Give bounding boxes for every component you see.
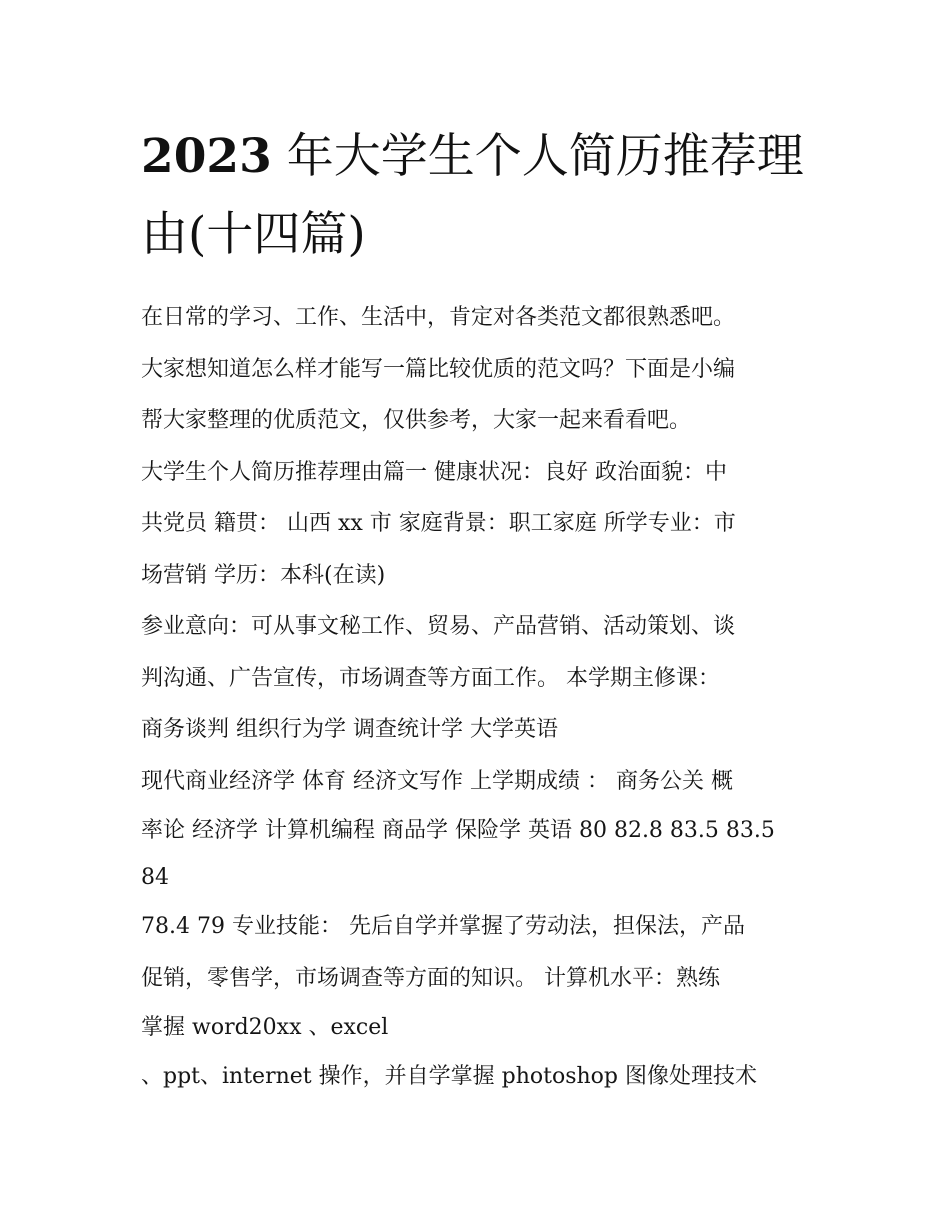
paragraph-line: 判沟通、广告宣传，市场调查等方面工作。 本学期主修课：: [141, 665, 720, 691]
body-text: [141, 292, 821, 1103]
document-content: [141, 118, 821, 1103]
paragraph-line: 场营销 学历：本科(在读): [141, 562, 386, 588]
paragraph-line: 现代商业经济学 体育 经济文写作 上学期成绩 ： 商务公关 概: [141, 768, 733, 794]
title-year: 2023: [141, 129, 272, 184]
title-line-2: 由(十四篇): [141, 207, 366, 262]
paragraph-line: 78.4 79 专业技能： 先后自学并掌握了劳动法，担保法，产品: [141, 914, 745, 939]
paragraph-line: 84: [141, 865, 169, 890]
paragraph-line: 在日常的学习、工作、生活中，肯定对各类范文都很熟悉吧。: [141, 305, 736, 330]
title-text-1: 年大学生个人简历推荐理: [286, 129, 804, 184]
paragraph-line: 、ppt、internet 操作，并自学掌握 photoshop 图像处理技术: [141, 1064, 757, 1089]
paragraph-line: 共党员 籍贯： 山西 xx 市 家庭背景：职工家庭 所学专业：市: [141, 511, 736, 536]
document-title: [141, 118, 821, 274]
paragraph-line: 掌握 word20xx 、excel: [141, 1015, 389, 1040]
paragraph-line: 帮大家整理的优质范文，仅供参考，大家一起来看看吧。: [141, 408, 692, 433]
paragraph-line: 大家想知道怎么样才能写一篇比较优质的范文吗？下面是小编: [141, 356, 736, 382]
paragraph-line: 参业意向：可从事文秘工作、贸易、产品营销、活动策划、谈: [141, 614, 736, 639]
paragraph-line: 商务谈判 组织行为学 调查统计学 大学英语: [141, 717, 558, 742]
paragraph-line: 率论 经济学 计算机编程 商品学 保险学 英语 80 82.8 83.5 83.5: [141, 818, 775, 843]
title-line-1: [141, 118, 821, 196]
paragraph-line: 促销，零售学，市场调查等方面的知识。 计算机水平：熟练: [141, 965, 720, 991]
paragraph-line: 大学生个人简历推荐理由篇一 健康状况：良好 政治面貌：中: [141, 459, 727, 485]
